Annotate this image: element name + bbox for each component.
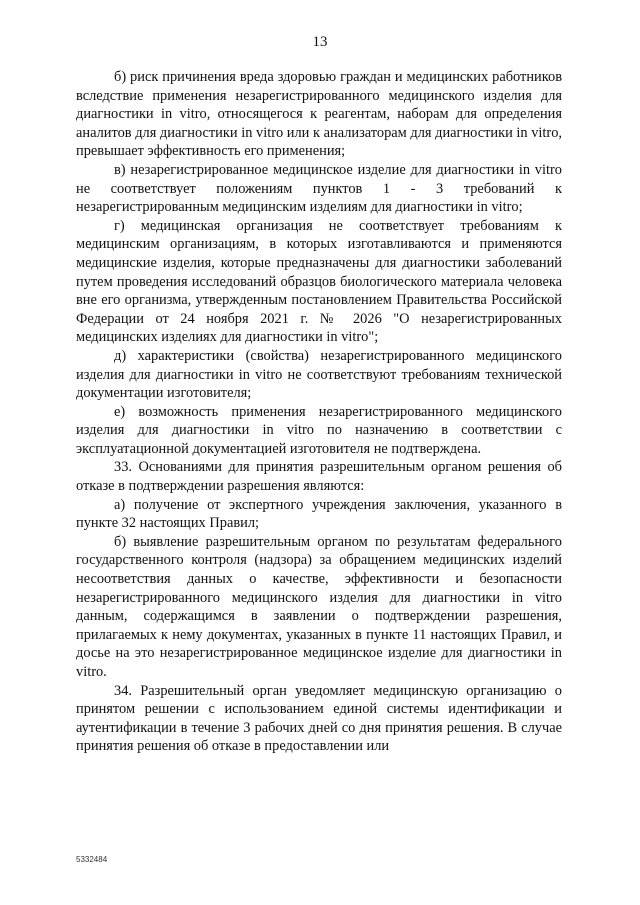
paragraph-v: в) незарегистрированное медицинское изделие для диагностики in vitro не соответствует положениям пунктов 1 - 3 требований к незарегистрированным медицинским изделиям для диагностики in vitro; <box>76 161 562 216</box>
document-code: 5332484 <box>76 855 108 864</box>
paragraph-33-a: а) получение от экспертного учреждения заключения, указанного в пункте 32 настоящих Правил; <box>76 496 562 532</box>
paragraph-33-b: б) выявление разрешительным органом по результатам федерального государственного контроля (надзора) за обращением медицинских изделий несоответствия данных о качестве, эффективности и безопасности незарегистрированного медицинского изделия для диагностики in vitro данным, содержащимся в заявлении о подтверждении разрешения, прилагаемых к нему документах, указанных в пункте 11 настоящих Правил, и досье на это незарегистрированное медицинское изделие для диагностики in vitro. <box>76 533 562 680</box>
paragraph-b: б) риск причинения вреда здоровью граждан и медицинских работников вследствие применения незарегистрированного медицинского изделия для диагностики in vitro, относящегося к реагентам, наборам для определения аналитов для диагностики in vitro или к анализаторам для диагностики in vitro, превышает эффективность его применения; <box>76 69 562 160</box>
paragraph-e: е) возможность применения незарегистрированного медицинского изделия для диагностики in vitro по назначению в соответствии с эксплуатационной документацией изготовителя не подтверждена. <box>76 403 562 457</box>
document-body <box>76 68 562 756</box>
paragraph-33: 33. Основаниями для принятия разрешительным органом решения об отказе в подтверждении разрешения являются: <box>76 459 562 495</box>
paragraph-g: г) медицинская организация не соответствует требованиям к медицинским организациям, в которых изготавливаются и применяются медицинские изделия, которые предназначены для диагностики заболеваний путем проведения исследований образцов биологического материала человека вне его организма, утвержденным постановлением Правительства Российской Федерации от 24 ноября 2021 г. № 2026 "О незарегистрированных медицинских изделиях для диагностики in vitro"; <box>76 217 562 346</box>
page-number: 13 <box>312 34 328 50</box>
paragraph-d: д) характеристики (свойства) незарегистрированного медицинского изделия для диагностики in vitro не соответствуют требованиям технической документации изготовителя; <box>76 347 562 402</box>
paragraph-34: 34. Разрешительный орган уведомляет медицинскую организацию о принятом решении с использованием единой системы идентификации и аутентификации в течение 3 рабочих дней со дня принятия решения. В случае принятия решения об отказе в предоставлении или <box>76 682 562 755</box>
